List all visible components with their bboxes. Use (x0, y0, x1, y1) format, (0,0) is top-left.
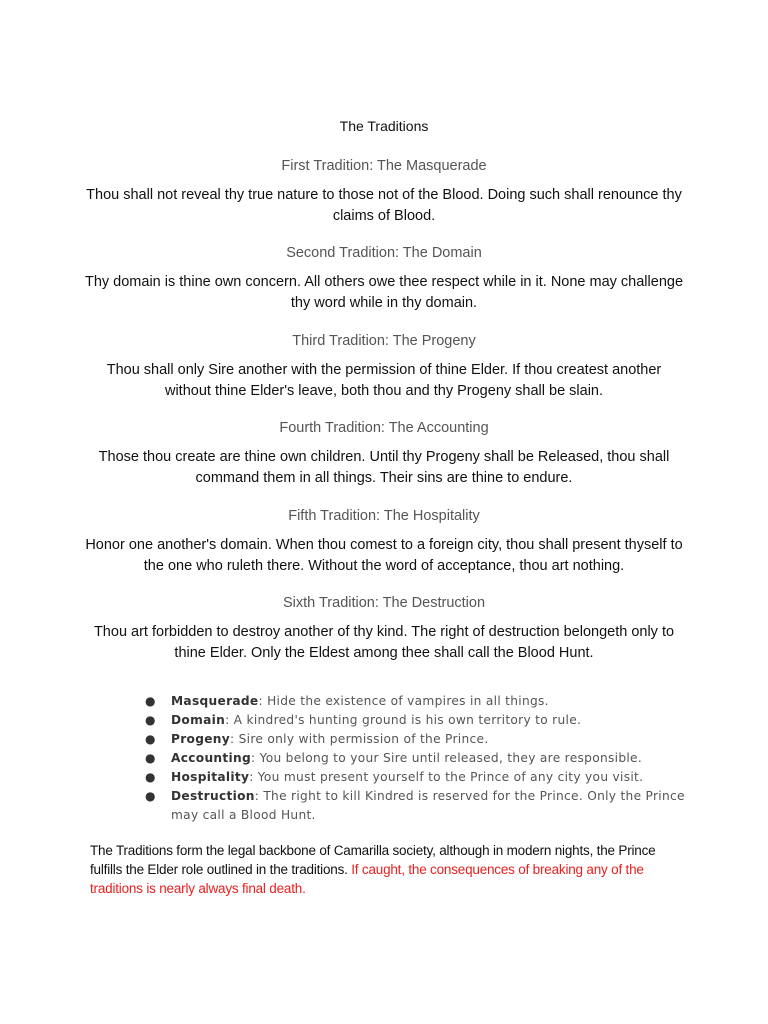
tradition-body: Honor one another's domain. When thou comest to a foreign city, thou shall present thyself to the one who ruleth there. Without the word of acceptance, thou art nothing. (85, 537, 683, 574)
summary-term: Hospitality (171, 770, 250, 784)
bullet-icon: ● (145, 713, 156, 727)
summary-description: : The right to kill Kindred is reserved for the Prince. Only the Prince may call a Blood Hunt. (171, 789, 685, 822)
summary-term: Masquerade (171, 694, 259, 708)
tradition-body: Thy domain is thine own concern. All others owe thee respect while in it. None may challenge thy word while in thy domain. (84, 274, 684, 311)
list-item (140, 749, 700, 768)
list-item (140, 711, 700, 730)
summary-term: Progeny (171, 732, 231, 746)
summary-description: : You belong to your Sire until released, they are responsible. (251, 751, 643, 765)
document-title: The Traditions (339, 118, 429, 134)
closing-paragraph (90, 841, 680, 898)
tradition-body: Thou shall not reveal thy true nature to those not of the Blood. Doing such shall renounce thy claims of Blood. (86, 187, 682, 224)
summary-term: Destruction (171, 789, 255, 803)
tradition-section-masquerade (84, 157, 684, 227)
tradition-body: Those thou create are thine own children. Until thy Progeny shall be Released, thou shall command them in all things. Their sins are thine to endure. (98, 449, 670, 486)
tradition-section-domain (84, 244, 684, 314)
final-death-warning: If caught, the consequences of breaking any of the traditions is nearly always final death. (90, 862, 644, 896)
tradition-heading: Fourth Tradition: The Accounting (279, 420, 489, 436)
tradition-heading: Sixth Tradition: The Destruction (282, 595, 486, 611)
closing-text: The Traditions form the legal backbone of Camarilla society, although in modern nights, the Prince fulfills the Elder role outlined in the traditions. (90, 843, 656, 877)
list-item (140, 768, 700, 787)
bullet-icon: ● (145, 751, 156, 765)
summary-description: : A kindred's hunting ground is his own territory to rule. (225, 713, 582, 727)
summary-description: : Hide the existence of vampires in all things. (258, 694, 549, 708)
tradition-heading: Fifth Tradition: The Hospitality (288, 508, 480, 524)
tradition-heading: Third Tradition: The Progeny (292, 333, 476, 349)
tradition-section-progeny (84, 332, 684, 402)
bullet-icon: ● (145, 694, 156, 708)
list-item (140, 787, 700, 825)
summary-term: Domain (171, 713, 226, 727)
tradition-section-accounting (84, 419, 684, 489)
list-item (140, 692, 700, 711)
bullet-icon: ● (145, 732, 156, 746)
tradition-body: Thou shall only Sire another with the permission of thine Elder. If thou createst another without thine Elder's leave, both thou and thy Progeny shall be slain. (106, 362, 662, 399)
tradition-heading: First Tradition: The Masquerade (281, 158, 487, 174)
summary-description: : Sire only with permission of the Prince. (230, 732, 489, 746)
list-item (140, 730, 700, 749)
tradition-heading: Second Tradition: The Domain (286, 245, 482, 261)
summary-term: Accounting (171, 751, 252, 765)
tradition-body: Thou art forbidden to destroy another of thy kind. The right of destruction belongeth only to thine Elder. Only the Eldest among thee shall call the Blood Hunt. (93, 624, 675, 661)
tradition-section-destruction (84, 594, 684, 664)
tradition-section-hospitality (84, 507, 684, 577)
traditions-summary-list (140, 692, 700, 825)
summary-description: : You must present yourself to the Prince of any city you visit. (249, 770, 644, 784)
bullet-icon: ● (145, 770, 156, 784)
bullet-icon: ● (145, 789, 156, 803)
